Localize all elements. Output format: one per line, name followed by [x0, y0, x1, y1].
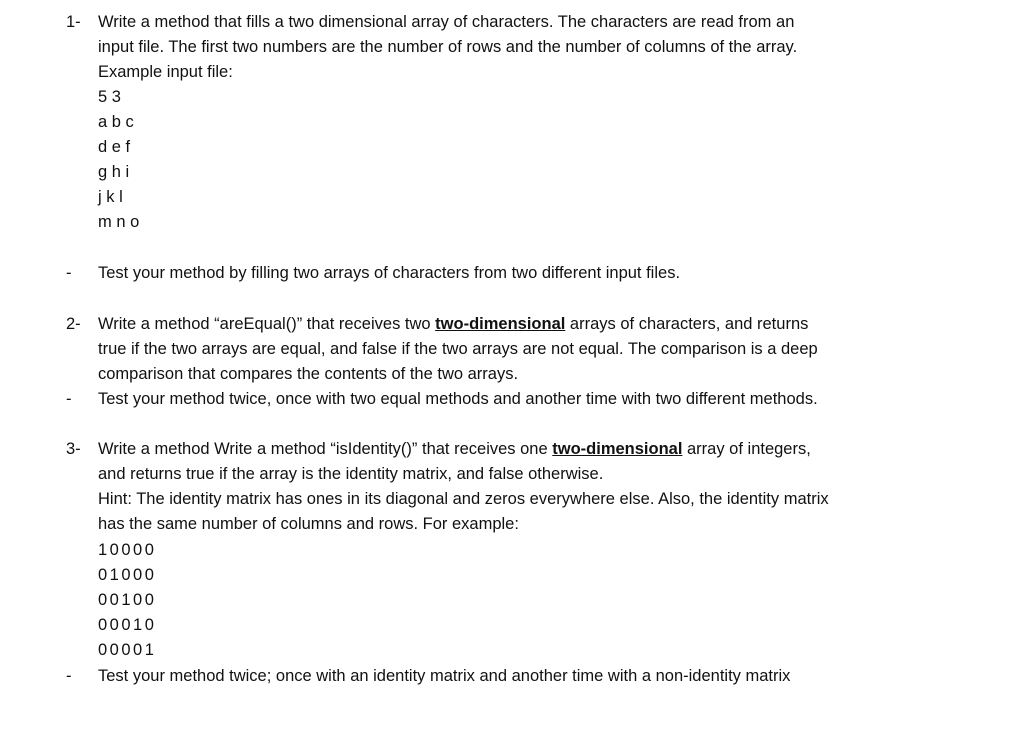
item-2-text-3: comparison that compares the contents of the two arrays. — [98, 365, 519, 383]
item-3-text-1 — [98, 437, 811, 462]
example-text-3: d e f — [98, 138, 131, 156]
item-1-text-3: Example input file: — [98, 63, 233, 81]
item-3-text-1-pre: Write a method Write a method “isIdentity()” that receives one — [98, 440, 553, 458]
matrix-text-2: 01000 — [98, 566, 157, 584]
item-1-text-1: Write a method that fills a two dimensional array of characters. The characters are read from an — [98, 13, 795, 31]
example-text-4: g h i — [98, 163, 130, 181]
item-3-text-1-post: array of integers, — [682, 440, 811, 458]
item-3-text-4: has the same number of columns and rows. For example: — [98, 515, 519, 533]
item-2-text-1-pre: Write a method “areEqual()” that receives two — [98, 315, 436, 333]
item-2-text-1 — [98, 312, 808, 337]
matrix-text-5: 00001 — [98, 641, 157, 659]
item-2-test-text: Test your method twice, once with two equal methods and another time with two different methods. — [98, 390, 818, 408]
item-1-marker: 1- — [66, 13, 81, 31]
item-1-test-text: Test your method by filling two arrays of characters from two different input files. — [98, 264, 681, 282]
matrix-text-1: 10000 — [98, 541, 157, 559]
matrix-text-3: 00100 — [98, 591, 157, 609]
item-3-text-3: Hint: The identity matrix has ones in its diagonal and zeros everywhere else. Also, the identity matrix — [98, 490, 829, 508]
example-text-1: 5 3 — [98, 88, 121, 106]
item-3-emphasis: two-dimensional — [552, 440, 683, 458]
item-2-text-1-post: arrays of characters, and returns — [565, 315, 809, 333]
matrix-text-4: 00010 — [98, 616, 157, 634]
item-1-test-marker: - — [66, 264, 72, 282]
example-text-6: m n o — [98, 213, 140, 231]
item-3-text-2: and returns true if the array is the identity matrix, and false otherwise. — [98, 465, 604, 483]
item-2-text-2: true if the two arrays are equal, and false if the two arrays are not equal. The comparison is a deep — [98, 340, 818, 358]
item-3-marker: 3- — [66, 440, 81, 458]
item-2-marker: 2- — [66, 315, 81, 333]
example-text-5: j k l — [98, 188, 123, 206]
item-3-test-text: Test your method twice; once with an identity matrix and another time with a non-identity matrix — [98, 667, 791, 685]
example-text-2: a b c — [98, 113, 134, 131]
item-1-text-2: input file. The first two numbers are the number of rows and the number of columns of the array. — [98, 38, 798, 56]
item-2-emphasis: two-dimensional — [435, 315, 566, 333]
item-2-test-marker: - — [66, 390, 72, 408]
item-3-test-marker: - — [66, 667, 72, 685]
